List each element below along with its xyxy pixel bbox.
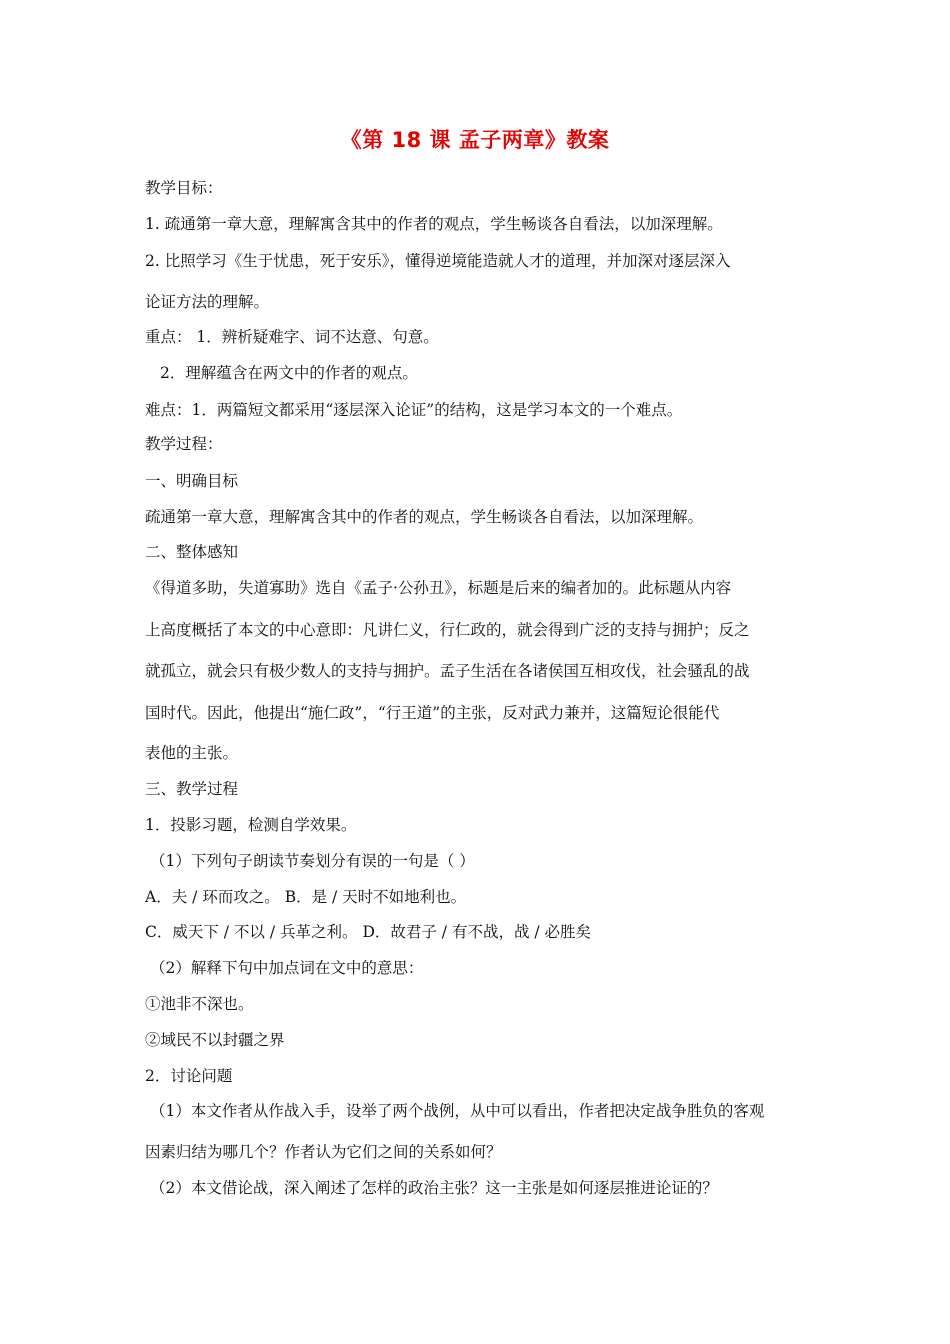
- text-line: 国时代。因此，他提出“施仁政”，“行王道”的主张，反对武力兼并，这篇短论很能代: [145, 704, 720, 722]
- text-line: 1. 疏通第一章大意，理解寓含其中的作者的观点，学生畅谈各自看法，以加深理解。: [145, 215, 723, 233]
- text-line: 表他的主张。: [145, 744, 239, 762]
- text-line: （2）解释下句中加点词在文中的意思：: [150, 959, 424, 977]
- text-line: 难点：1．两篇短文都采用“逐层深入论证”的结构，这是学习本文的一个难点。: [145, 401, 683, 419]
- text-line: C．威天下 / 不以 / 兵革之利。 D．故君子 / 有不战，战 / 必胜矣: [145, 923, 592, 941]
- text-line: 一、明确目标: [145, 472, 239, 490]
- text-line: 教学过程：: [145, 435, 223, 453]
- text-line: 疏通第一章大意，理解寓含其中的作者的观点，学生畅谈各自看法，以加深理解。: [145, 508, 704, 526]
- text-line: 《得道多助，失道寡助》选自《孟子·公孙丑》，标题是后来的编者加的。此标题从内容: [145, 579, 732, 597]
- text-line: A．夫 / 环而攻之。 B．是 / 天时不如地利也。: [145, 888, 467, 906]
- text-line: 2. 比照学习《生于忧患，死于安乐》，懂得逆境能造就人才的道理，并加深对逐层深入: [145, 252, 731, 270]
- text-line: 2．讨论问题: [145, 1067, 233, 1085]
- text-line: （2）本文借论战，深入阐述了怎样的政治主张？这一主张是如何逐层推进论证的？: [150, 1179, 718, 1197]
- text-line: 就孤立，就会只有极少数人的支持与拥护。孟子生活在各诸侯国互相攻伐，社会骚乱的战: [145, 662, 750, 680]
- text-line: 二、整体感知: [145, 543, 239, 561]
- text-line: （1）下列句子朗读节奏划分有误的一句是（ ）: [150, 852, 475, 870]
- text-line: 教学目标：: [145, 179, 223, 197]
- text-line: ①池非不深也。: [145, 995, 254, 1013]
- text-line: 三、教学过程: [145, 780, 239, 798]
- text-line: 上高度概括了本文的中心意即：凡讲仁义，行仁政的，就会得到广泛的支持与拥护；反之: [145, 621, 750, 639]
- text-line: ②域民不以封疆之界: [145, 1031, 285, 1049]
- text-line: 1．投影习题，检测自学效果。: [145, 816, 357, 834]
- text-line: 因素归结为哪几个？作者认为它们之间的关系如何？: [145, 1143, 502, 1161]
- page-title: 《第 18 课 孟子两章》教案: [340, 128, 610, 152]
- text-line: 2．理解蕴含在两文中的作者的观点。: [160, 364, 418, 382]
- text-line: （1）本文作者从作战入手，设举了两个战例，从中可以看出，作者把决定战争胜负的客观: [150, 1102, 765, 1120]
- text-line: 重点： 1．辨析疑难字、词不达意、句意。: [145, 328, 439, 346]
- text-line: 论证方法的理解。: [145, 293, 270, 311]
